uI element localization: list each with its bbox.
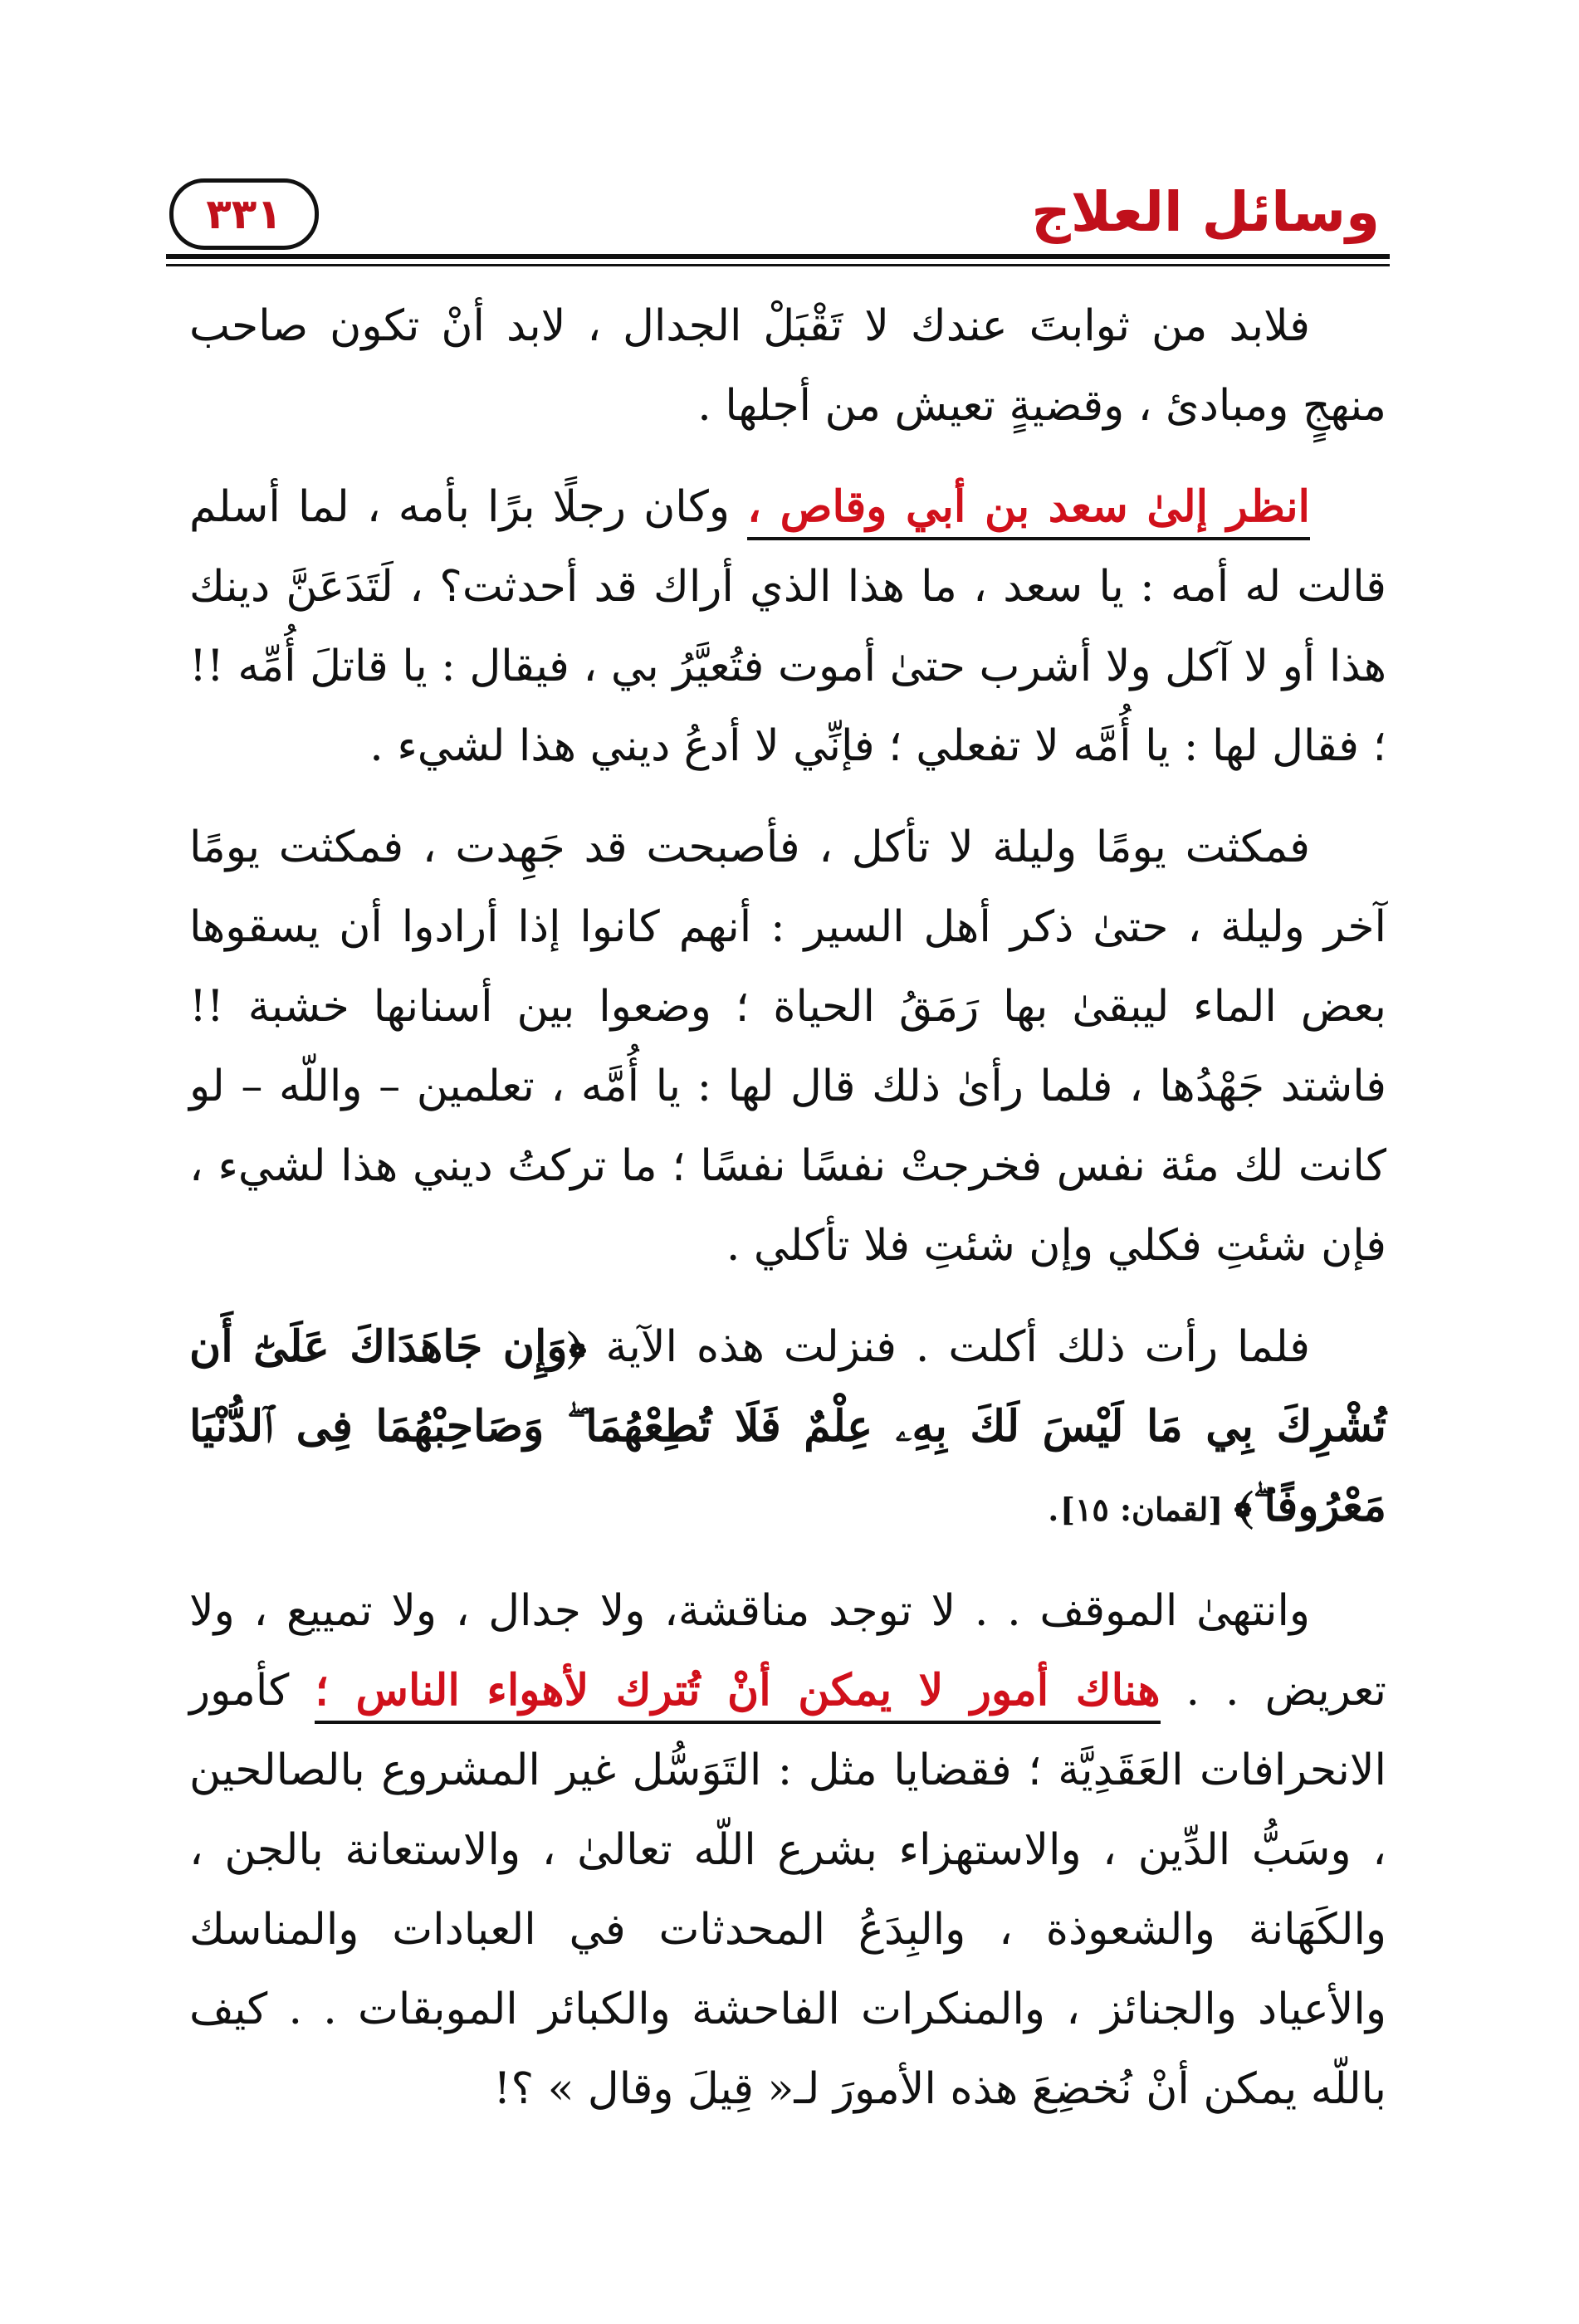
highlight-saad: انظر إلىٰ سعد بن أبي وقاص ، [747, 481, 1310, 540]
paragraph-3: فمكثت يومًا وليلة لا تأكل ، فأصبحت قد جَهِدت ، فمكثت يومًا آخر وليلة ، حتىٰ ذكر أهل السير : أنهم كانوا إذا أرادوا أن يسقوها بعض الماء ليبقىٰ بها رَمَقُ الحياة ؛ وضعوا بين أسنانها خشبة !! فاشتد جَهْدُها ، فلما رأىٰ ذلك قال لها : يا أُمَّه ، تعلمين – واللّه – لو كانت لك مئة نفس فخرجتْ نفسًا نفسًا ؛ ما تركتُ ديني هذا لشيء ، فإن شئتِ فكلي وإن شئتِ فلا تأكلي . [189, 823, 1387, 1271]
running-title: وسائل العلاج [1031, 180, 1380, 244]
verse-reference: [لقمان: ١٥] [1059, 1491, 1234, 1528]
header-rule-thick [166, 254, 1390, 259]
page-header [166, 170, 1380, 261]
paragraph-4-end: . [1046, 1482, 1060, 1531]
paragraph-2 [189, 467, 1386, 786]
highlight-matters: هناك أمور لا يمكن أنْ تُترك لأهواء الناس ؛ [315, 1665, 1160, 1724]
paragraph-5-text: كأمور الانحرافات العَقَدِيَّة ؛ فقضايا مثل : التَوَسُّل غير المشروع بالصالحين ، وسَبُّ الدِّين ، والاستهزاء بشرع اللّه تعالىٰ ، والاستعانة بالجن ، والكَهَانة والشعوذة ، والبِدَعُ المحدثات في العبادات والمناسك والأعياد والجنائز ، والمنكرات الفاحشة والكبائر الموبقات . . كيف باللّه يمكن أنْ نُخضِعَ هذه الأمورَ لـ« قِيلَ وقال » ؟! [189, 1666, 1386, 2114]
quran-verse: ﴿وَإِن جَاهَدَاكَ عَلَىٰٓ أَن تُشْرِكَ بِي مَا لَيْسَ لَكَ بِهِۦ عِلْمٌ فَلَا تُطِعْهُمَا ۖ وَصَاحِبْهُمَا فِى ٱلدُّنْيَا مَعْرُوفًا ۖ﴾ [189, 1321, 1386, 1531]
paragraph-2-text: وكان رجلًا برًا بأمه ، لما أسلم قالت له أمه : يا سعد ، ما هذا الذي أراك قد أحدثت؟ ، لَتَدَعَنَّ دينك هذا أو لا آكل ولا أشرب حتىٰ أموت فتُعيَّرُ بي ، فيقال : يا قاتلَ أُمِّه !! ؛ فقال لها : يا أُمَّه لا تفعلي ؛ فإنِّي لا أدعُ ديني هذا لشيء . [189, 482, 1386, 771]
paragraph-4-intro: فلما رأت ذلك أكلت . فنزلت هذه الآية [586, 1322, 1311, 1372]
body-text [189, 286, 1386, 2151]
header-rule-thin [166, 264, 1390, 266]
page-number-badge: ٣٣١ [169, 178, 319, 250]
paragraph-4 [189, 1307, 1386, 1550]
paragraph-5-start: وانتهىٰ الموقف . . لا توجد مناقشة، ولا جدال ، ولا تمييع ، ولا تعريض . . [189, 1586, 1386, 1716]
paragraph-5 [189, 1571, 1386, 2129]
paragraph-1: فلابد من ثوابتَ عندك لا تَقْبَلْ الجدال ، لابد أنْ تكون صاحب منهجٍ ومبادئ ، وقضيةٍ تعيش من أجلها . [189, 301, 1386, 431]
